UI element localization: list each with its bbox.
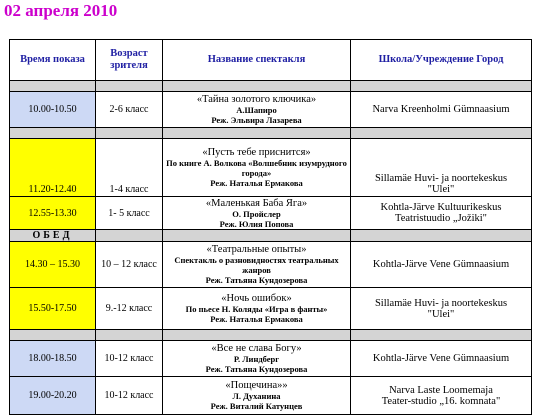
show-director: Реж. Татьяна Кундозерова	[205, 364, 308, 374]
school-name: Kohtla-Järve Vene Gümnaasium	[372, 259, 510, 270]
page-date: 02 апреля 2010	[4, 1, 118, 20]
header-row	[10, 40, 532, 81]
show-author: А.Шапиро	[236, 105, 277, 115]
school-cell	[351, 377, 532, 415]
school-name: Sillamäe Huvi- ja noortekeskus	[374, 297, 508, 309]
school-name: Narva Laste Loomemaja	[389, 384, 493, 396]
time-cell: 15.50-17.50	[10, 288, 96, 330]
time-cell: 10.00-10.50	[10, 92, 96, 128]
time-cell: 11.20-12.40	[10, 139, 96, 197]
show-director: Реж. Татьяна Кундозерова	[205, 275, 308, 285]
show-author: По книге А. Волкова «Волшебник изумрудного города»	[166, 158, 347, 178]
separator-row	[10, 128, 532, 139]
show-title: «Маленькая Баба Яга»	[205, 197, 308, 209]
time-cell: 12.55-13.30	[10, 197, 96, 230]
header-title: Название спектакля	[163, 40, 351, 81]
lunch-label: ОБЕД	[10, 230, 96, 242]
separator-row	[10, 330, 532, 341]
age-cell: 2-6 класс	[96, 92, 163, 128]
show-cell	[163, 341, 351, 377]
age-cell: 10 – 12 класс	[96, 242, 163, 288]
table-row	[10, 197, 532, 230]
age-cell: 9.-12 класс	[96, 288, 163, 330]
lunch-row	[10, 230, 532, 242]
school-subname: Teatristuudio „Jožiki"	[395, 213, 487, 224]
age-cell: 1-4 класс	[96, 139, 163, 197]
show-title: «Все не слава Богу»	[211, 343, 302, 354]
school-cell	[351, 341, 532, 377]
show-director: Реж. Виталий Катунцев	[210, 401, 303, 411]
show-director: Реж. Наталья Ермакова	[210, 314, 303, 324]
time-cell: 19.00-20.20	[10, 377, 96, 415]
show-cell	[163, 197, 351, 230]
show-title: «Тайна золотого ключика»	[196, 94, 317, 105]
show-author: По пьесе Н. Коляды «Игра в фанты»	[185, 304, 328, 314]
schedule-table	[9, 39, 532, 415]
table-row	[10, 242, 532, 288]
age-cell: 10-12 класс	[96, 377, 163, 415]
show-cell	[163, 242, 351, 288]
school-cell	[351, 139, 532, 197]
age-cell: 1- 5 класс	[96, 197, 163, 230]
table-row	[10, 92, 532, 128]
table-row	[10, 139, 532, 197]
separator-row	[10, 81, 532, 92]
school-cell	[351, 242, 532, 288]
time-cell: 18.00-18.50	[10, 341, 96, 377]
show-author: Р. Линдберг	[233, 354, 280, 364]
show-cell	[163, 288, 351, 330]
table-row	[10, 341, 532, 377]
show-title: «Пощечина»»	[225, 380, 288, 391]
school-name: Sillamäe Huvi- ja noortekeskus	[374, 173, 508, 184]
school-name: Kohtla-Järve Vene Gümnaasium	[372, 353, 510, 364]
header-age: Возраст зрителя	[96, 40, 163, 81]
header-school: Школа/Учреждение Город	[351, 40, 532, 81]
show-title: «Ночь ошибок»	[221, 293, 292, 304]
school-subname: "Ulei"	[427, 308, 455, 320]
school-subname: Teater-studio „16. komnata"	[381, 395, 501, 407]
school-cell	[351, 197, 532, 230]
show-author: О. Пройслер	[232, 208, 281, 219]
time-cell: 14.30 – 15.30	[10, 242, 96, 288]
show-author: Л. Духанина	[232, 391, 281, 401]
school-cell	[351, 92, 532, 128]
header-time: Время показа	[10, 40, 96, 81]
show-author: Спектакль о разновидностях театральных жанров	[174, 255, 339, 275]
show-director: Реж. Эльвира Лазарева	[211, 115, 302, 125]
show-cell	[163, 139, 351, 197]
school-subname: "Ulei"	[427, 184, 455, 195]
show-director: Реж. Юлия Попова	[219, 218, 294, 229]
show-title: «Пусть тебе приснится»	[202, 147, 311, 158]
school-name: Kohtla-Järve Kultuurikeskus	[380, 202, 502, 213]
age-cell: 10-12 класс	[96, 341, 163, 377]
school-name: Narva Kreenholmi Gümnaasium	[372, 104, 510, 115]
show-director: Реж. Наталья Ермакова	[210, 178, 303, 188]
show-title: «Театральные опыты»	[206, 244, 307, 255]
school-cell	[351, 288, 532, 330]
table-row	[10, 377, 532, 415]
show-cell	[163, 92, 351, 128]
show-cell	[163, 377, 351, 415]
table-row	[10, 288, 532, 330]
